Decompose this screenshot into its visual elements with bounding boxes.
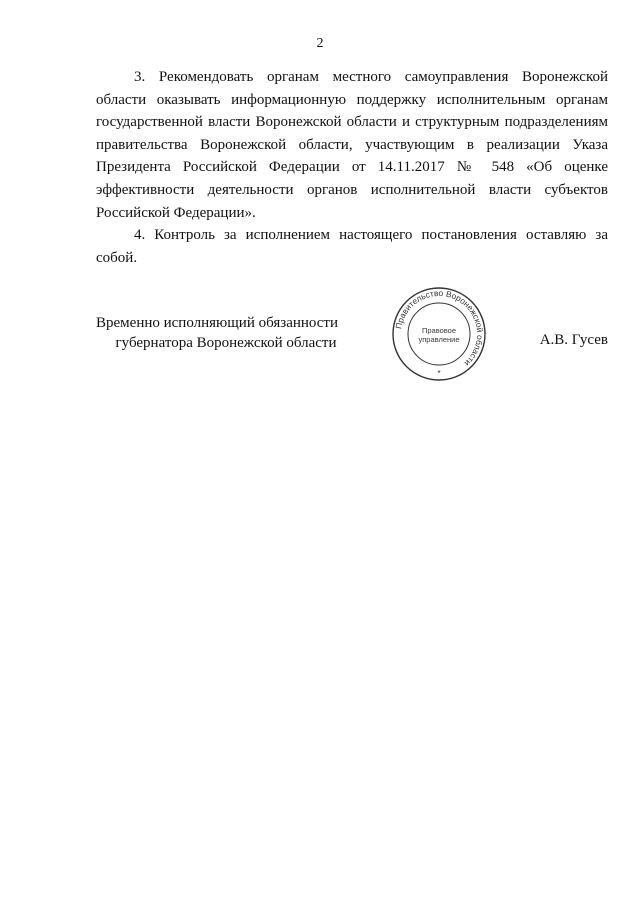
signatory-position-line-1: Временно исполняющий обязанности — [96, 315, 339, 331]
stamp-center-line-2: управление — [418, 335, 460, 344]
stamp-ring-text: Правительство Воронежской области — [393, 287, 486, 369]
stamp-center-line-1: Правовое — [421, 326, 457, 335]
paragraph-3: 3. Рекомендовать органам местного самоуправления Воронежской области оказывать информационную поддержку исполнительным органам государственной власти Воронежской области и структурным подразделениям правительства Воронежской области, участвующим в реализации Указа Президента Российской Федерации от 14.11.2017 № 548 «Об оценке эффективности деятельности органов исполнительной власти субъектов Российской Федерации». — [96, 69, 608, 221]
document-body — [96, 66, 608, 269]
signatory-position-line-2: губернатора Воронежской области — [115, 335, 337, 351]
signatory-name: А.В. Гусев — [539, 332, 608, 348]
page-number: 2 — [316, 36, 324, 51]
stamp-center-text — [415, 326, 463, 344]
official-stamp — [391, 286, 487, 382]
signatory-position — [96, 313, 356, 353]
paragraph-4: 4. Контроль за исполнением настоящего постановления оставляю за собой. — [96, 227, 608, 266]
stamp-star: * — [437, 369, 441, 378]
